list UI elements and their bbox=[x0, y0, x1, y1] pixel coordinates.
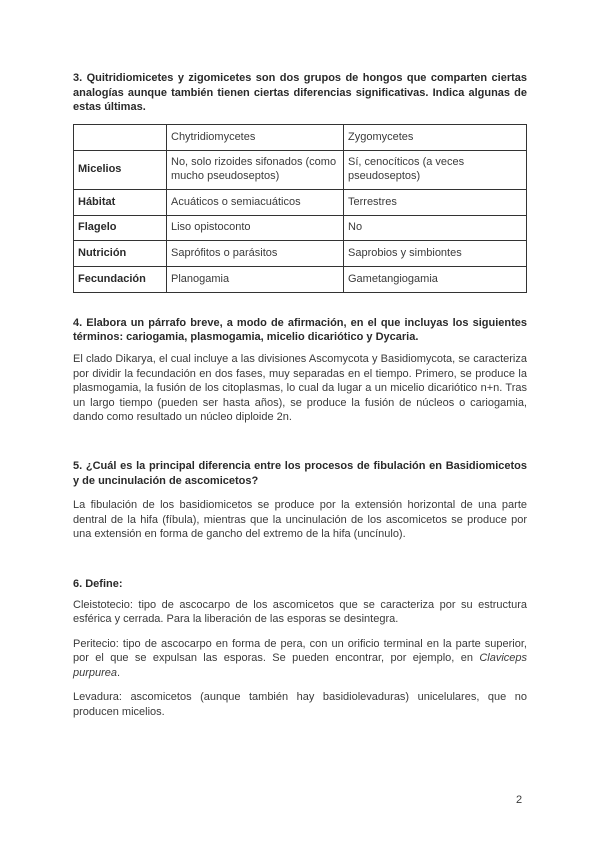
table-cell: Micelios bbox=[74, 150, 167, 189]
table-cell: Saprobios y simbiontes bbox=[344, 240, 527, 266]
table-row bbox=[74, 189, 527, 215]
question-6: 6. Define: bbox=[73, 577, 123, 590]
table-row bbox=[74, 215, 527, 240]
table-header-cell: Chytridiomycetes bbox=[167, 124, 344, 150]
table-cell: Sí, cenocíticos (a veces pseudoseptos) bbox=[344, 150, 527, 189]
peritecio-end: . bbox=[117, 666, 121, 679]
answer-5: La fibulación de los basidiomicetos se produce por la extensión horizontal de una parte dentral de la hifa (fíbula), mientras que la uncinulación de los ascomicetos se produce por una extensión en forma de gancho del extremo de la hifa (uncínulo). bbox=[73, 499, 527, 541]
definition-peritecio bbox=[73, 637, 527, 681]
table-header-cell: Zygomycetes bbox=[344, 124, 527, 150]
table-cell: Liso opistoconto bbox=[167, 215, 344, 240]
table-cell: Acuáticos o semiacuáticos bbox=[167, 189, 344, 215]
table-row bbox=[74, 150, 527, 189]
table-row bbox=[74, 266, 527, 292]
table-cell: Gametangiogamia bbox=[344, 266, 527, 292]
table-header-cell bbox=[74, 124, 167, 150]
table-cell: No bbox=[344, 215, 527, 240]
table-cell: Planogamia bbox=[167, 266, 344, 292]
peritecio-text: Peritecio: tipo de ascocarpo en forma de pera, con un orificio terminal en la parte superior, por el que se expulsan las esporas. Se pueden encontrar, por ejemplo, en bbox=[73, 637, 527, 665]
answer-4: El clado Dikarya, el cual incluye a las divisiones Ascomycota y Basidiomycota, se caracteriza por dividir la fecundación en dos fases, muy separadas en el tiempo. Primero, se produce la plasmogamia, la fusión de los citoplasmas, lo cual da lugar a un micelio dicariótico n+n. Tras un largo tiempo (pueden ser hasta años), se produce la fusión de núcleos o cariogamia, dando como resultado un núcleo diploide 2n. bbox=[73, 352, 527, 424]
table-header-row bbox=[74, 124, 527, 150]
table-cell: Hábitat bbox=[74, 189, 167, 215]
table-cell: No, solo rizoides sifonados (como mucho pseudoseptos) bbox=[167, 150, 344, 189]
page-content bbox=[73, 71, 527, 720]
species-name: Claviceps purpurea bbox=[73, 652, 527, 679]
question-4: 4. Elabora un párrafo breve, a modo de afirmación, en el que incluyas los siguientes términos: cariogamia, plasmogamia, micelio dicariótico y Dycaria. bbox=[73, 316, 527, 344]
table-cell: Saprófitos o parásitos bbox=[167, 240, 344, 266]
question-3: 3. Quitridiomicetes y zigomicetes son dos grupos de hongos que comparten ciertas analogías aunque también tienen ciertas diferencias significativas. Indica algunas de estas últimas. bbox=[73, 72, 527, 114]
table-cell: Flagelo bbox=[74, 215, 167, 240]
table-cell: Fecundación bbox=[74, 266, 167, 292]
definition-levadura: Levadura: ascomicetos (aunque también hay basidiolevaduras) unicelulares, que no producen micelios. bbox=[73, 691, 527, 719]
page-number: 2 bbox=[516, 794, 523, 806]
definition-cleistotecio: Cleistotecio: tipo de ascocarpo de los ascomicetos que se caracteriza por su estructura esférica y cerrada. Para la liberación de las esporas se desintegra. bbox=[73, 598, 527, 626]
question-5: 5. ¿Cuál es la principal diferencia entre los procesos de fibulación en Basidiomicetos y de uncinulación de ascomicetos? bbox=[73, 459, 527, 487]
table-row bbox=[74, 240, 527, 266]
table-cell: Terrestres bbox=[344, 189, 527, 215]
comparison-table bbox=[73, 124, 527, 293]
table-cell: Nutrición bbox=[74, 240, 167, 266]
